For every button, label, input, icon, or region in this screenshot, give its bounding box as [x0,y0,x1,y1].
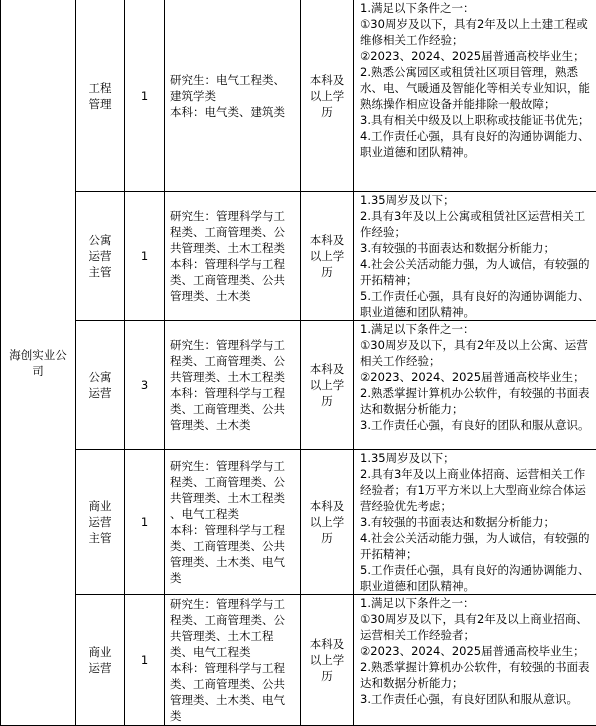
post-name: 工程管理 [89,81,112,111]
post-cell [76,450,125,595]
post-cell [76,321,125,450]
requirements-cell [354,595,596,726]
requirement-item: ①30周岁及以下，具有2年及以上公寓、运营相关工作经验； [360,337,593,369]
post-name: 商业运营主管 [89,499,112,545]
major-line: 类、工商管理类、公共 [170,676,296,692]
major-line: 建筑学类 [170,88,296,104]
requirement-item: 2.熟悉公寓园区或租赁社区项目管理，熟悉水、电、气暖通及智能化等相关专业知识，能熟练操作相应设备并能排除一般故障； [360,64,593,112]
requirement-item: 3.工作责任心强，有良好团队和服从意识。 [360,691,593,707]
post-name: 公寓运营 [89,370,112,400]
major-line: 研究生：管理科学与工 [170,596,296,612]
headcount: 1 [141,515,148,529]
requirement-item: 2.熟悉掌握计算机办公软件，有较强的书面表达和数据分析能力； [360,659,593,691]
education-cell [301,0,354,192]
headcount: 1 [141,653,148,667]
table-row [1,595,596,726]
requirement-item: 3.具有相关中级及以上职称或技能证书优先； [360,112,593,128]
post-name: 商业运营 [89,645,112,675]
requirement-item: 1.满足以下条件之一： [360,595,593,611]
table-row [1,192,596,321]
major-line: 类、电气工程类 [170,644,296,660]
requirement-item: ②2023、2024、2025届普通高校毕业生； [360,643,593,659]
major-line: 类 [170,708,296,724]
requirement-item: ②2023、2024、2025届普通高校毕业生； [360,369,593,385]
major-cell [165,450,301,595]
requirement-item: 1.满足以下条件之一： [360,321,593,337]
requirement-item: 3.有较强的书面表达和数据分析能力； [360,240,593,256]
major-line: 共管理类、土木工程类 [170,240,296,256]
major-line: 管理类、土木类 [170,417,296,433]
major-line: 类、工商管理类、公共 [170,538,296,554]
education-cell [301,192,354,321]
major-line: 研究生：电气工程类、 [170,72,296,88]
count-cell [125,192,165,321]
requirement-item: 4.社会公关活动能力强，为人诚信，有较强的开拓精神； [360,256,593,288]
major-line: 本科：管理科学与工程 [170,385,296,401]
major-line: 类、工商管理类、公共 [170,272,296,288]
education: 本科及以上学历 [310,362,345,408]
post-cell [76,0,125,192]
requirements-cell [354,192,596,321]
requirement-item: 5.工作责任心强，具有良好的沟通协调能力、职业道德和团队精神。 [360,288,593,320]
requirement-item: 4.社会公关活动能力强，为人诚信，有较强的开拓精神； [360,530,593,562]
major-line: 管理类、土木类 [170,288,296,304]
education-cell [301,321,354,450]
headcount: 1 [141,89,148,103]
major-line: 本科：管理科学与工程 [170,256,296,272]
requirement-item: 3.工作责任心强，有良好的团队和服从意识。 [360,417,593,433]
requirements-cell [354,321,596,450]
requirement-item: 1.35周岁及以下； [360,192,593,208]
major-line: 研究生：管理科学与工 [170,337,296,353]
count-cell [125,321,165,450]
major-line: 共管理类、土木工程 [170,628,296,644]
count-cell [125,595,165,726]
education: 本科及以上学历 [310,233,345,279]
requirement-item: 1.满足以下条件之一： [360,0,593,16]
major-cell [165,321,301,450]
major-line: 管理类、土木类、电气 [170,692,296,708]
requirement-item: ①30周岁及以下，具有2年及以上商业招商、运营相关工作经验者； [360,611,593,643]
major-line: 程类、工商管理类、公 [170,224,296,240]
post-cell [76,192,125,321]
headcount: 1 [141,249,148,263]
table-row [1,321,596,450]
requirement-item: 2.具有3年及以上商业体招商、运营相关工作经验者；有1万平方米以上大型商业综合体运营经验优先考虑； [360,466,593,514]
major-line: 、电气工程类 [170,506,296,522]
requirement-item: 2.具有3年及以上公寓或租赁社区运营相关工作经验； [360,208,593,240]
major-cell [165,595,301,726]
education: 本科及以上学历 [310,637,345,683]
major-line: 本科：管理科学与工程 [170,522,296,538]
major-line: 共管理类、土木工程类 [170,369,296,385]
major-line: 本科：电气类、建筑类 [170,104,296,120]
count-cell [125,450,165,595]
major-line: 程类、工商管理类、公 [170,474,296,490]
requirement-item: 4.工作责任心强，具有良好的沟通协调能力、职业道德和团队精神。 [360,128,593,160]
requirement-item: ②2023、2024、2025届普通高校毕业生； [360,48,593,64]
count-cell [125,0,165,192]
major-line: 管理类、土木类、电气 [170,554,296,570]
major-line: 共管理类、土木工程类 [170,490,296,506]
requirement-item: 5.工作责任心强，具有良好的沟通协调能力、职业道德和团队精神。 [360,562,593,594]
company-name: 海创实业公司 [9,348,67,378]
major-line: 程类、工商管理类、公 [170,353,296,369]
requirements-cell [354,0,596,192]
education-cell [301,450,354,595]
table-row [1,0,596,192]
education: 本科及以上学历 [310,73,345,119]
major-cell [165,192,301,321]
requirement-item: 1.35周岁及以下； [360,450,593,466]
requirement-item: ①30周岁及以下，具有2年及以上土建工程或维修相关工作经验； [360,16,593,48]
major-line: 类、工商管理类、公共 [170,401,296,417]
major-line: 本科：管理科学与工程 [170,660,296,676]
major-cell [165,0,301,192]
requirement-item: 3.有较强的书面表达和数据分析能力； [360,514,593,530]
major-line: 研究生：管理科学与工 [170,208,296,224]
major-line: 研究生：管理科学与工 [170,458,296,474]
requirements-cell [354,450,596,595]
major-line: 程类、工商管理类、公 [170,612,296,628]
major-line: 类 [170,570,296,586]
education-cell [301,595,354,726]
post-name: 公寓运营主管 [89,233,112,279]
table-row [1,450,596,595]
post-cell [76,595,125,726]
requirement-item: 2.熟悉掌握计算机办公软件，有较强的书面表达和数据分析能力； [360,385,593,417]
headcount: 3 [141,378,148,392]
company-cell [1,0,76,726]
education: 本科及以上学历 [310,499,345,545]
